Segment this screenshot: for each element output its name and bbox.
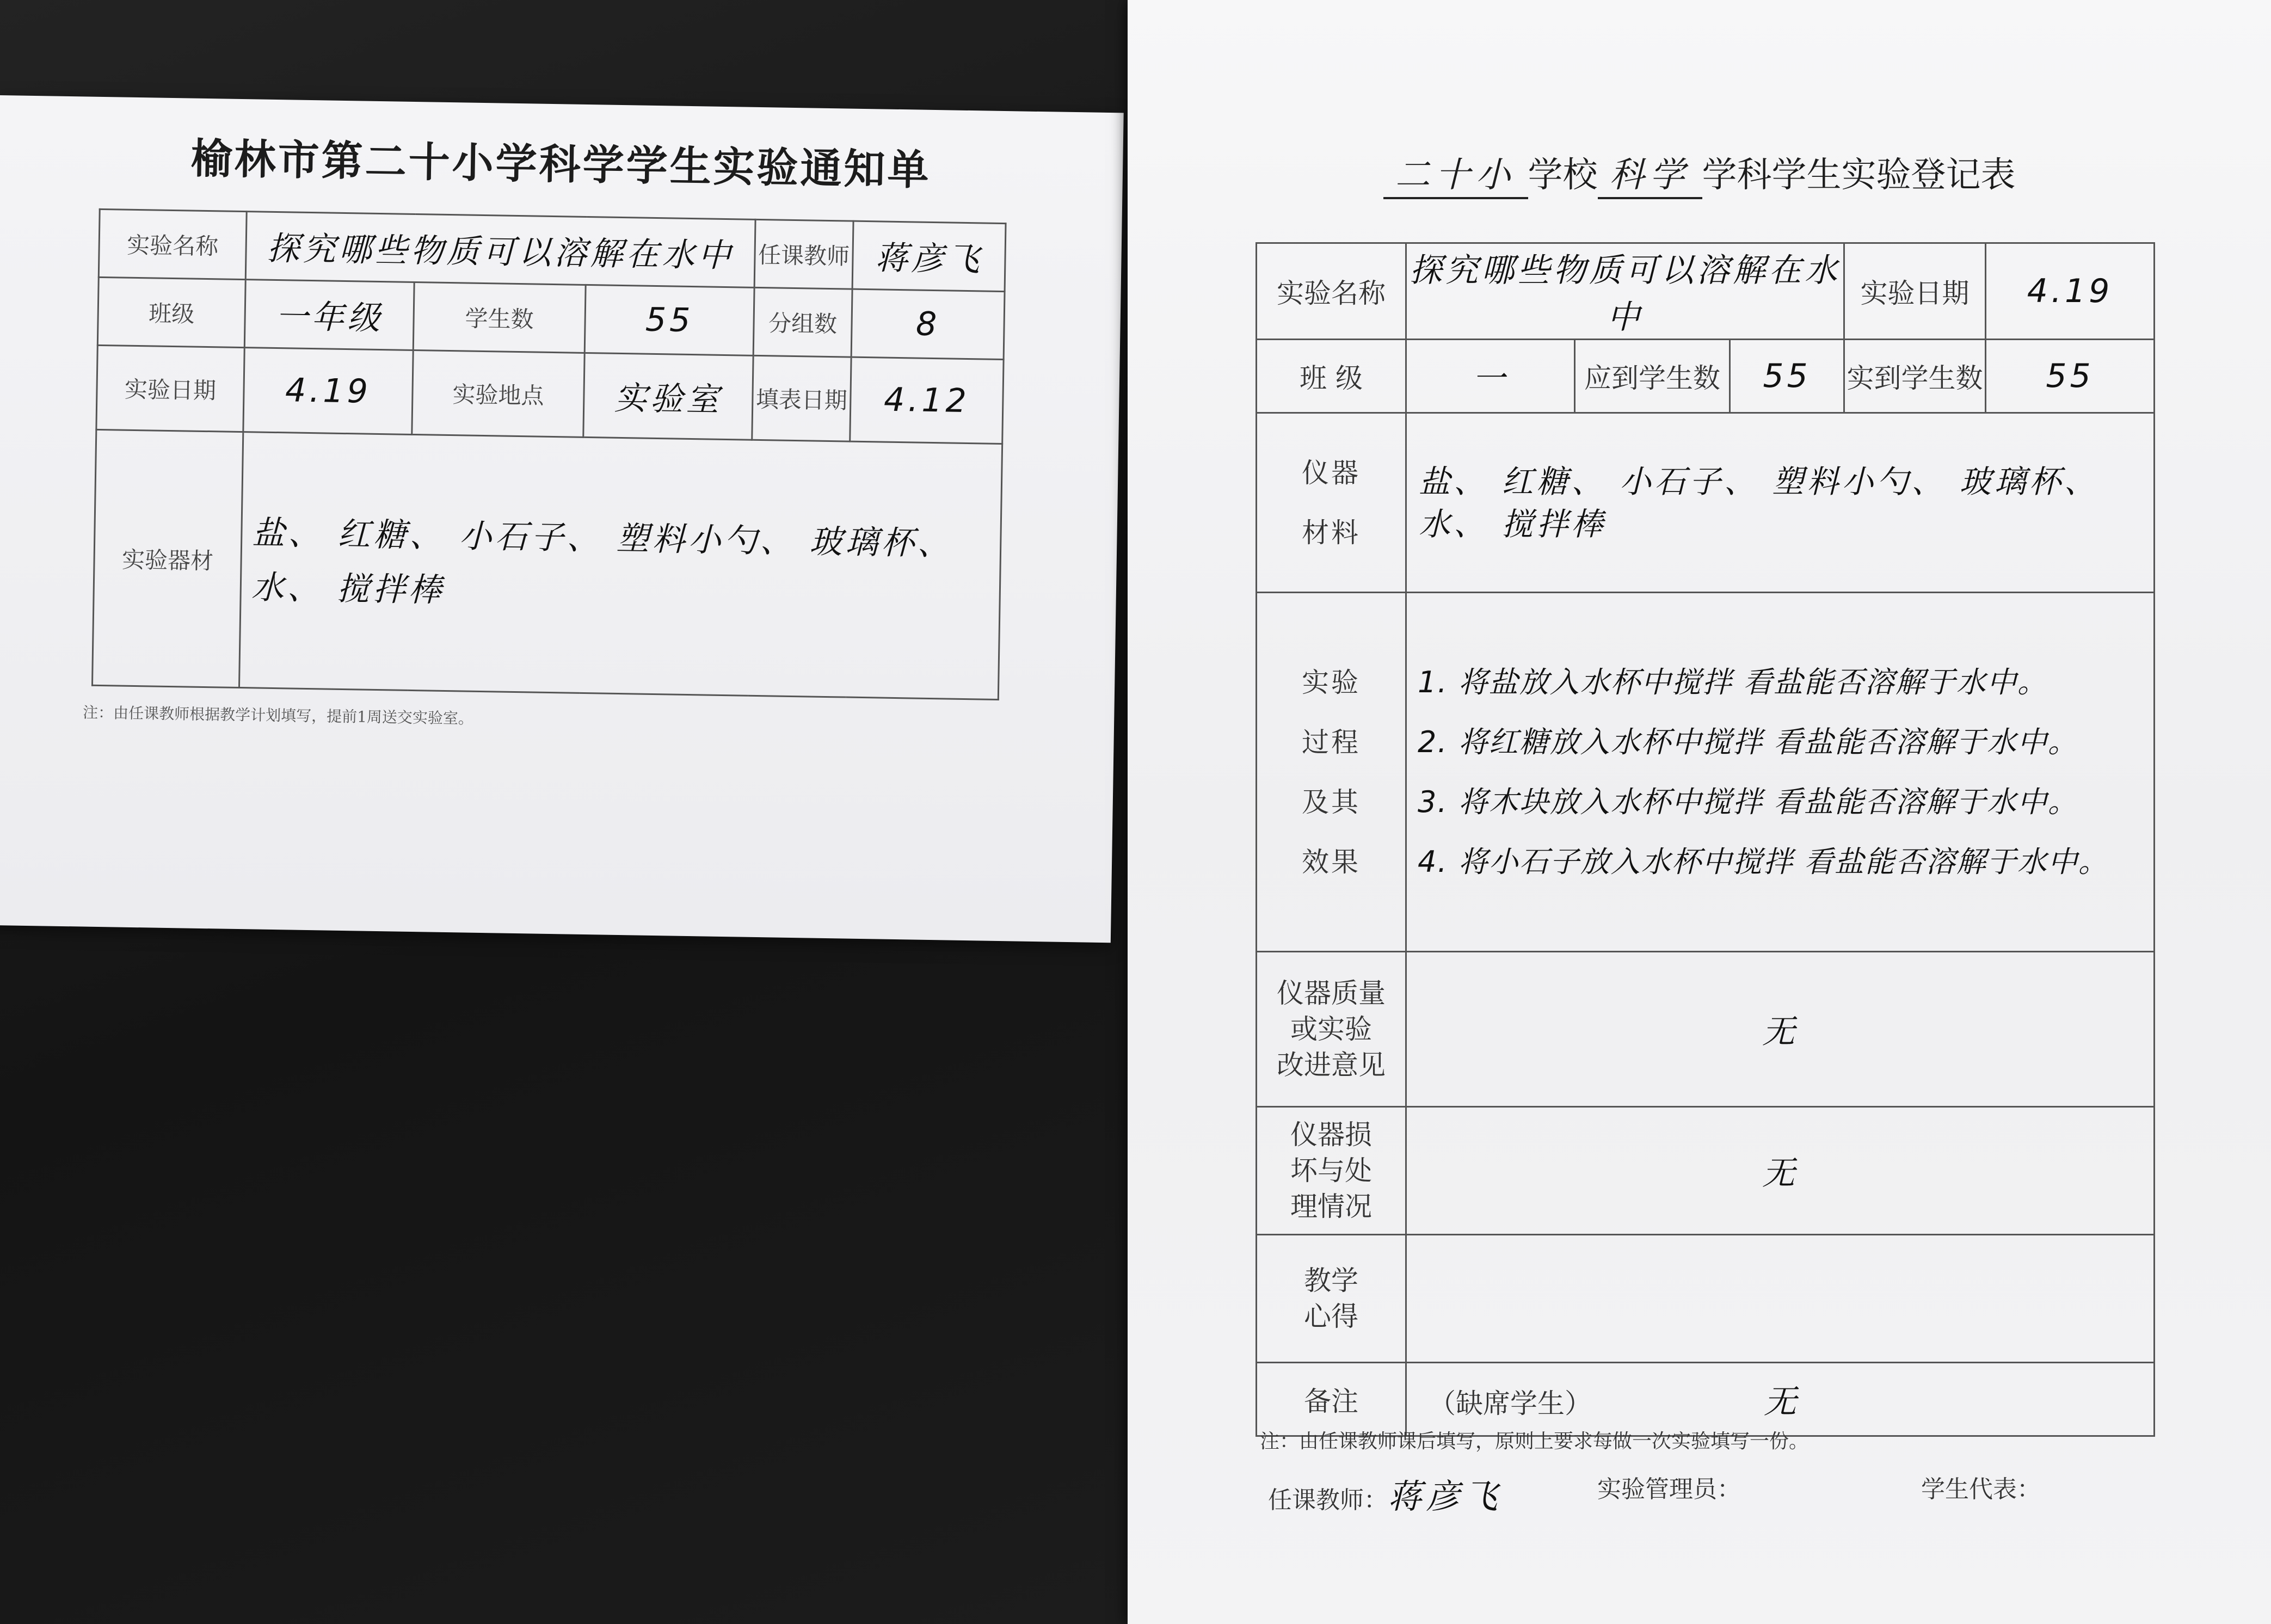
reg-label-proc3: 及其	[1302, 786, 1361, 818]
value-experiment-place: 实验室	[583, 353, 753, 440]
reg-label-reflect1: 教学	[1304, 1265, 1358, 1296]
reg-label-date: 实验日期	[1844, 243, 1986, 340]
value-teacher: 蒋彦飞	[852, 221, 1006, 291]
register-row-name	[1257, 243, 2155, 340]
process-step-2: 2. 将红糖放入水杯中搅拌 看盐能否溶解于水中。	[1418, 724, 2078, 759]
reg-value-materials	[1406, 413, 2155, 593]
reg-label-process	[1257, 593, 1406, 952]
title-tail: 学科学生实验登记表	[1702, 155, 2016, 195]
sign-teacher-label: 任课教师：	[1268, 1486, 1388, 1514]
signature-student-rep: 学生代表：	[1921, 1475, 2041, 1503]
reg-label-quality2: 或实验	[1290, 1013, 1372, 1045]
label-experiment-date: 实验日期	[96, 345, 244, 432]
label-group-count: 分组数	[753, 287, 852, 357]
notice-table	[91, 208, 1007, 700]
reg-label-quality3: 改进意见	[1277, 1049, 1386, 1081]
register-title	[1128, 147, 2271, 199]
materials-line-1: 盐、 红糖、 小石子、 塑料小勺、 玻璃杯、	[251, 513, 954, 563]
title-subject-blank: 科学	[1598, 147, 1702, 199]
reg-value-reflection	[1406, 1235, 2155, 1363]
notice-footnote: 注：由任课教师根据教学计划填写，提前1周送交实验室。	[82, 703, 474, 728]
reg-label-mat2: 材料	[1302, 516, 1361, 549]
reg-label-damage	[1257, 1107, 1406, 1235]
reg-label-reflect2: 心得	[1304, 1301, 1358, 1332]
reg-label-expected: 应到学生数	[1575, 340, 1730, 413]
notice-title: 榆林市第二十小学科学学生实验通知单	[190, 134, 932, 194]
reg-materials-line-2: 水、 搅拌棒	[1419, 505, 1607, 543]
experiment-notice-sheet	[0, 95, 1124, 943]
label-class: 班级	[97, 277, 245, 347]
reg-value-name: 探究哪些物质可以溶解在水中	[1406, 243, 1844, 340]
reg-materials-line-1: 盐、 红糖、 小石子、 塑料小勺、 玻璃杯、	[1419, 463, 2099, 500]
value-fill-date: 4.12	[850, 357, 1004, 444]
reg-label-reflection	[1257, 1235, 1406, 1363]
value-class: 一年级	[244, 280, 414, 350]
reg-label-quality	[1257, 952, 1406, 1107]
reg-absent-label: （缺席学生）	[1429, 1388, 1592, 1419]
label-fill-date: 填表日期	[752, 355, 851, 441]
process-step-4: 4. 将小石子放入水杯中搅拌 看盐能否溶解于水中。	[1418, 844, 2109, 879]
experiment-register-sheet	[1128, 0, 2271, 1624]
label-materials: 实验器材	[92, 429, 243, 687]
register-row-materials	[1257, 413, 2155, 593]
reg-label-damage1: 仪器损	[1290, 1119, 1372, 1151]
reg-label-proc2: 过程	[1302, 726, 1361, 758]
reg-value-actual: 55	[1986, 340, 2155, 413]
reg-label-quality1: 仪器质量	[1277, 977, 1386, 1009]
label-teacher: 任课教师	[754, 219, 853, 289]
reg-label-damage2: 坏与处	[1290, 1155, 1372, 1186]
title-school-suffix: 学校	[1528, 155, 1598, 195]
value-student-count: 55	[584, 285, 754, 355]
register-row-class	[1257, 340, 2155, 413]
reg-label-materials	[1257, 413, 1406, 593]
reg-remark-value: 无	[1763, 1383, 1796, 1421]
signature-admin: 实验管理员：	[1597, 1475, 1741, 1503]
reg-value-date: 4.19	[1986, 243, 2155, 340]
reg-label-proc1: 实验	[1302, 666, 1361, 698]
register-row-process	[1257, 593, 2155, 952]
value-materials	[239, 432, 1002, 700]
reg-value-remark	[1406, 1363, 2155, 1436]
value-group-count: 8	[851, 289, 1005, 359]
reg-value-quality: 无	[1406, 952, 2155, 1107]
reg-label-mat1: 仪器	[1302, 457, 1361, 489]
reg-value-process	[1406, 593, 2155, 952]
reg-value-expected: 55	[1730, 340, 1844, 413]
reg-value-damage: 无	[1406, 1107, 2155, 1235]
notice-row-materials	[92, 429, 1002, 699]
notice-row-date	[96, 345, 1004, 444]
register-footnote: 注：由任课教师课后填写，原则上要求每做一次实验填写一份。	[1260, 1430, 1809, 1453]
process-step-1: 1. 将盐放入水杯中搅拌 看盐能否溶解于水中。	[1418, 665, 2048, 699]
register-row-quality	[1257, 952, 2155, 1107]
reg-value-class: 一	[1406, 340, 1575, 413]
register-row-remark	[1257, 1363, 2155, 1436]
materials-line-2: 水、 搅拌棒	[251, 568, 445, 610]
signature-teacher	[1268, 1469, 1502, 1518]
register-row-damage	[1257, 1107, 2155, 1235]
reg-label-actual: 实到学生数	[1844, 340, 1986, 413]
reg-label-remark: 备注	[1257, 1363, 1406, 1436]
reg-label-damage3: 理情况	[1290, 1191, 1372, 1222]
title-school-blank: 二十小	[1383, 147, 1528, 199]
value-experiment-name: 探究哪些物质可以溶解在水中	[245, 212, 755, 288]
reg-label-name: 实验名称	[1257, 243, 1406, 340]
reg-label-class: 班 级	[1257, 340, 1406, 413]
process-step-3: 3. 将木块放入水杯中搅拌 看盐能否溶解于水中。	[1418, 784, 2078, 819]
register-row-reflection	[1257, 1235, 2155, 1363]
reg-label-proc4: 效果	[1302, 846, 1361, 878]
sign-teacher-name: 蒋彦飞	[1388, 1477, 1503, 1516]
label-experiment-place: 实验地点	[412, 350, 584, 437]
value-experiment-date: 4.19	[243, 348, 413, 435]
label-student-count: 学生数	[413, 282, 586, 353]
label-experiment-name: 实验名称	[99, 209, 247, 279]
register-table	[1255, 242, 2155, 1437]
